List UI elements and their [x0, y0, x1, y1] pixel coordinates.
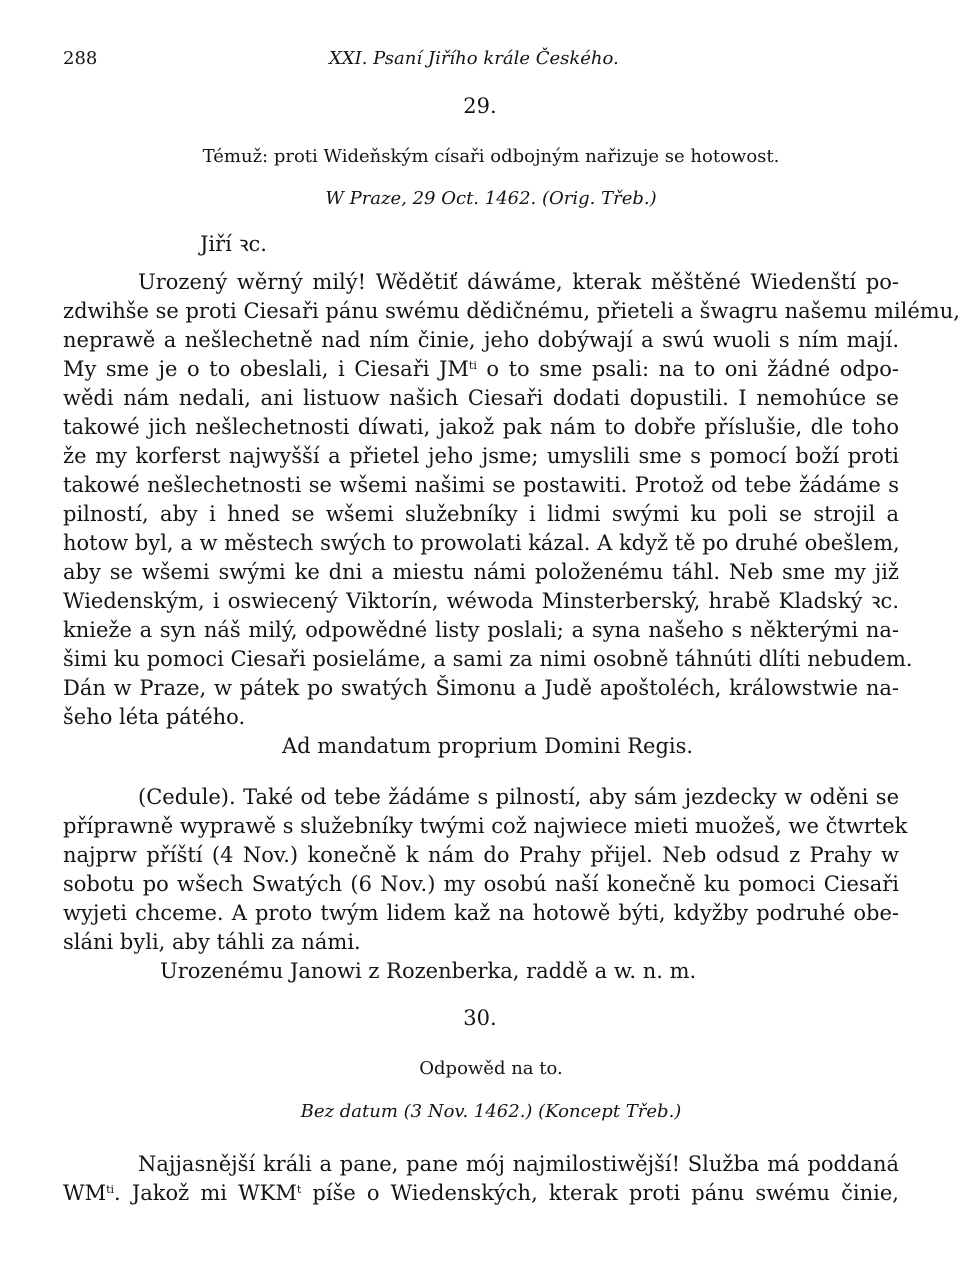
body-line: zdwihše se proti Ciesaři pánu swému dědičnému, přieteli a šwagru našemu milému, [63, 299, 960, 323]
cedule-line: (Cedule). Také od tebe žádáme s pilností, aby sám jezdecky w oděnі se [138, 785, 899, 809]
body-line: Urozený wěrný milý! Wědětiť dáwáme, kterak měštěné Wiedenští po- [138, 270, 899, 294]
superscript: ti [106, 1183, 115, 1196]
cedule-line: sobotu po wšech Swatých (6 Nov.) my osobú naší konečně ku pomoci Ciesaři [63, 872, 899, 896]
mandate-line: Ad mandatum proprium Domini Regis. [282, 734, 694, 758]
body-line: aby se wšemi swými ke dni a miestu námi položenému táhl. Neb sme my již [63, 560, 899, 584]
cedule-line: wyjeti chceme. A proto twým lidem kaž na hotowě býti, kdyžby podruhé obe- [63, 901, 899, 925]
body-text: . Jakož mi WKM [114, 1181, 297, 1205]
body-line: takowé nešlechetnosti se wšemi našimi se postawiti. Protož od tebe žádáme s [63, 473, 899, 497]
body-line: že my korferst najwyšší a přietel jeho jsme; umyslili sme s pomocí boží proti [63, 444, 899, 468]
cedule-line: sláni byli, aby táhli za námi. [63, 930, 361, 954]
body-line: šimi ku pomoci Ciesaři posieláme, a sami za nimi osobně táhnúti dlíti nebudem. [63, 647, 913, 671]
running-header [63, 48, 898, 74]
letter-summary: Témuž: proti Wideňským císaři odbojným nařizuje se hotowost. [202, 146, 780, 167]
body-text: My sme je o to obeslali, i Ciesaři JM [63, 357, 469, 381]
superscript: t [296, 1183, 302, 1196]
body-line: takowé jich nešlechetnosti díwati, jakož pak nám to dobře příslušie, dle toho [63, 415, 899, 439]
superscript: ti [468, 359, 477, 372]
body-line [63, 1179, 899, 1208]
body-line: knieže a syn náš milý, odpowědné listy poslali; a syna našeho s některými na- [63, 618, 899, 642]
letter-summary: Odpowěd na to. [419, 1058, 563, 1079]
body-text: WM [63, 1181, 107, 1205]
body-line: šeho léta pátého. [63, 705, 246, 729]
body-line: pilností, aby i hned se wšemi služebníky i lidmi swými ku poli se strojil a [63, 502, 899, 526]
body-text: píše o Wiedenských, kterak proti pánu swému činie, [301, 1181, 899, 1205]
letter-number: 29. [463, 94, 497, 118]
address-line: Urozenému Janowi z Rozenberka, raddě a w. n. m. [160, 959, 697, 983]
salutation: Jiří ꝛc. [200, 232, 267, 256]
body-text: o to sme psali: na to oni žádné odpo- [486, 357, 899, 381]
body-line: neprawě a nešlechetně nad ním činie, jeho dobýwají a swú wuoli s ním mají. [63, 328, 899, 352]
letter-dateline: Bez datum (3 Nov. 1462.) (Koncept Třeb.) [300, 1101, 682, 1122]
body-line: Najjasnější králi a pane, pane mój najmilostiwější! Služba má poddaná [138, 1152, 899, 1176]
page-number: 288 [63, 48, 98, 69]
body-line [63, 355, 899, 384]
body-line: hotow byl, a w městech swých to prowolati kázal. A když tě po druhé obešlem, [63, 531, 900, 555]
letter-dateline: W Praze, 29 Oct. 1462. (Orig. Třeb.) [325, 188, 657, 209]
running-title: XXI. Psaní Jiřího krále Českého. [329, 48, 619, 69]
letter-number: 30. [463, 1006, 497, 1030]
body-line: wědi nám nedali, ani listuow našich Ciesaři dodati dopustili. I nemohúce se [63, 386, 899, 410]
body-line: Dán w Praze, w pátek po swatých Šimonu a Judě apoštoléch, králowstwie na- [63, 676, 899, 700]
cedule-line: najprw příští (4 Nov.) konečně k nám do Prahy přijel. Neb odsud z Prahy w [63, 843, 899, 867]
cedule-line: příprawně wyprawě s služebníky twými což najwiece mieti muožeš, we čtwrtek [63, 814, 908, 838]
body-line: Wiedenským, i oswiecený Viktorín, wéwoda Minsterberský, hrabě Kladský ꝛc. [63, 589, 899, 613]
